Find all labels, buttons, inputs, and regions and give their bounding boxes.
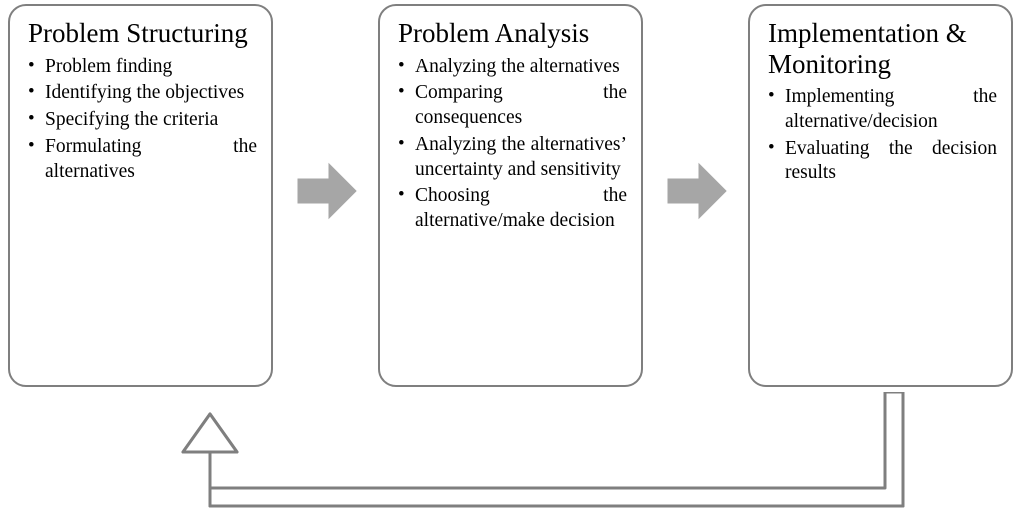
stage-title: Problem Analysis xyxy=(398,18,590,48)
list-item: • Formulating the alternatives xyxy=(26,135,257,185)
list-item: • Problem finding xyxy=(26,55,257,80)
list-item: • Implementing the alternative/decision xyxy=(766,85,997,135)
stage-title: Problem Structuring xyxy=(28,18,248,48)
arrow-right-icon xyxy=(296,160,358,222)
stage-title: Implementation & Monitoring xyxy=(768,18,967,79)
list-item: • Comparing the consequences xyxy=(396,81,627,131)
list-item: • Specifying the criteria xyxy=(26,108,257,133)
stage-bullet-list xyxy=(396,55,627,234)
list-item: • Analyzing the alternatives’ uncertainty and sensitivity xyxy=(396,133,627,183)
stage-box-implementation-monitoring xyxy=(748,4,1013,387)
list-item: • Evaluating the decision results xyxy=(766,137,997,187)
list-item: • Analyzing the alternatives xyxy=(396,55,627,80)
stage-bullet-list xyxy=(766,85,997,186)
stage-box-problem-analysis xyxy=(378,4,643,387)
stage-box-problem-structuring xyxy=(8,4,273,387)
list-item: • Identifying the objectives xyxy=(26,81,257,106)
list-item: • Choosing the alternative/make decision xyxy=(396,184,627,234)
arrow-right-icon xyxy=(666,160,728,222)
stage-bullet-list xyxy=(26,55,257,185)
feedback-loop-arrow-icon xyxy=(175,392,915,512)
